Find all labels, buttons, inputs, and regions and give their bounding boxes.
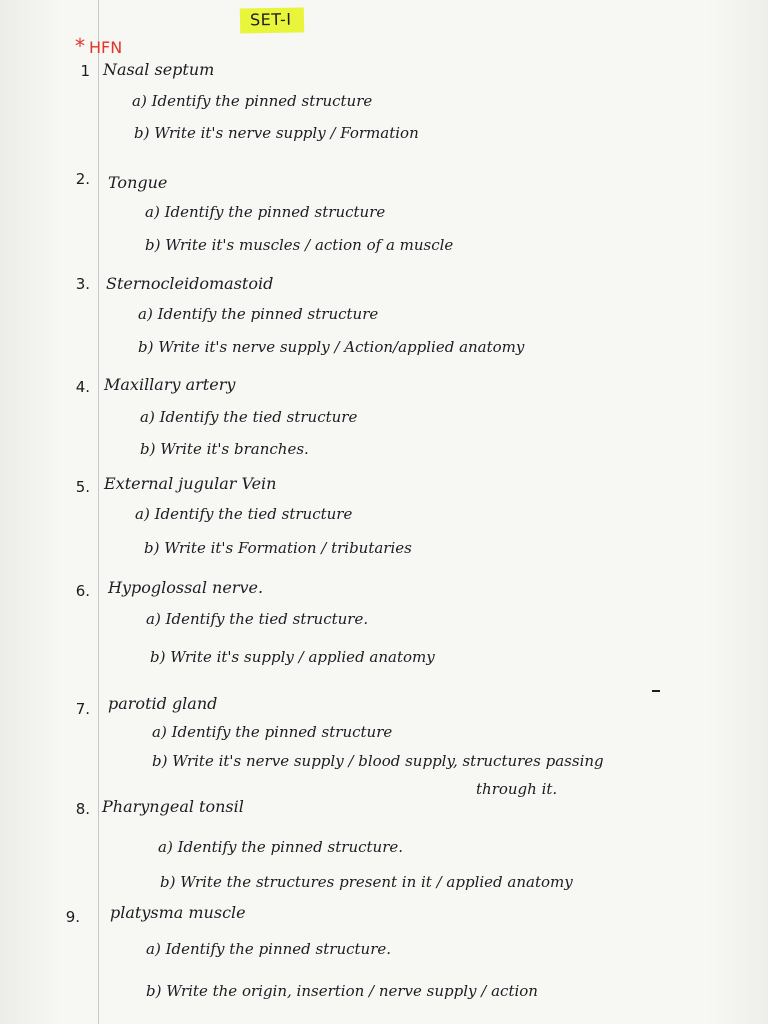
question-number: 3. [75, 275, 90, 293]
question-number: 2. [75, 170, 90, 188]
question-number: 9. [65, 908, 80, 926]
question-title: Tongue [108, 173, 168, 192]
question-number: 6. [75, 582, 90, 600]
question-number: 8. [75, 800, 90, 818]
question-number: 1 [80, 62, 90, 80]
question-part-a: a) Identify the pinned structure. [146, 940, 392, 958]
question-title: External jugular Vein [104, 474, 277, 493]
question-title: Nasal septum [103, 60, 215, 79]
question-part-a: a) Identify the pinned structure [138, 305, 379, 323]
question-part-a: a) Identify the pinned structure. [158, 838, 404, 856]
question-part-b: b) Write the origin, insertion / nerve supply / action [146, 982, 538, 1000]
question-part-a: a) Identify the tied structure [135, 505, 353, 523]
section-label [75, 34, 122, 58]
question-part-b: b) Write it's nerve supply / Action/applied anatomy [138, 338, 525, 356]
question-title: platysma muscle [110, 903, 246, 922]
question-part-b: b) Write it's branches. [140, 440, 309, 458]
question-part-a: a) Identify the pinned structure [132, 92, 373, 110]
question-part-b: b) Write it's nerve supply / Formation [134, 124, 419, 142]
stray-dash-mark [652, 690, 660, 692]
margin-line [98, 0, 99, 1024]
question-part-a: a) Identify the pinned structure [152, 723, 393, 741]
question-part-b-continued: through it. [476, 780, 558, 798]
question-number: 7. [75, 700, 90, 718]
question-part-a: a) Identify the tied structure. [146, 610, 369, 628]
question-part-b: b) Write it's supply / applied anatomy [150, 648, 435, 666]
question-part-b: b) Write it's muscles / action of a muscle [145, 236, 454, 254]
question-part-a: a) Identify the pinned structure [145, 203, 386, 221]
question-part-a: a) Identify the tied structure [140, 408, 358, 426]
set-title: SET-I [240, 7, 304, 33]
question-part-b: b) Write it's Formation / tributaries [144, 539, 412, 557]
question-title: Maxillary artery [104, 375, 236, 394]
asterisk-mark: * [75, 34, 85, 58]
question-number: 5. [75, 478, 90, 496]
question-part-b: b) Write the structures present in it / applied anatomy [160, 873, 573, 891]
question-part-b: b) Write it's nerve supply / blood supply, structures passing [152, 752, 604, 770]
question-title: Sternocleidomastoid [106, 274, 274, 293]
question-number: 4. [75, 378, 90, 396]
question-title: Hypoglossal nerve. [108, 578, 264, 597]
question-title: Pharyngeal tonsil [102, 797, 244, 816]
question-title: parotid gland [108, 694, 218, 713]
section-label-text: HFN [89, 38, 123, 57]
